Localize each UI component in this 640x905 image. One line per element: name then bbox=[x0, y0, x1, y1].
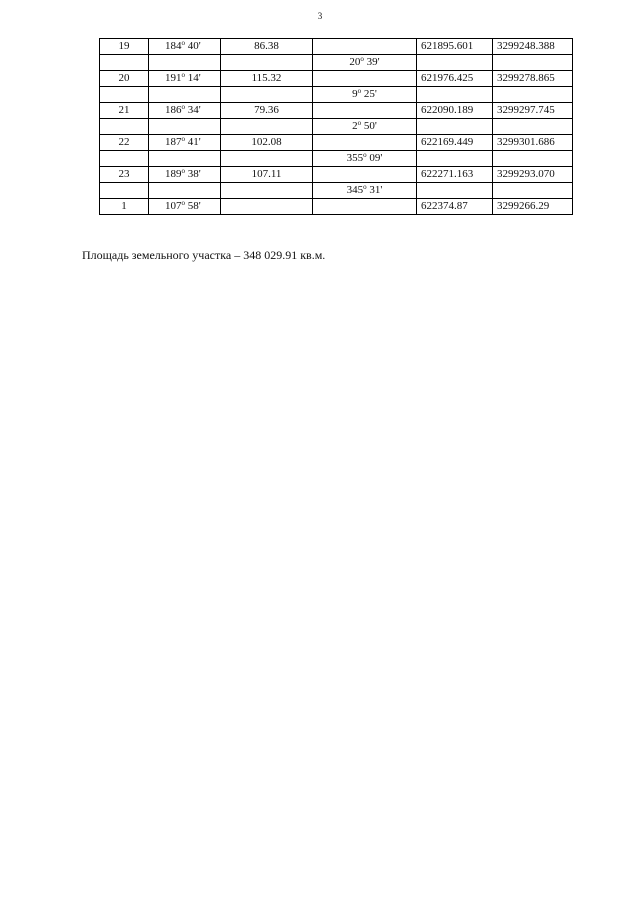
y-coordinate-cell: 3299297.745 bbox=[493, 103, 573, 119]
length-cell: 79.36 bbox=[221, 103, 313, 119]
azimuth-minutes: 50' bbox=[361, 120, 377, 132]
empty-cell bbox=[493, 87, 573, 103]
angle-cell bbox=[149, 103, 221, 119]
degree-mark: o bbox=[181, 167, 185, 175]
azimuth-cell bbox=[313, 119, 417, 135]
empty-cell bbox=[417, 87, 493, 103]
y-coordinate-cell: 3299248.388 bbox=[493, 39, 573, 55]
angle-cell bbox=[149, 135, 221, 151]
point-number-cell: 23 bbox=[100, 167, 149, 183]
table-row bbox=[100, 183, 573, 199]
angle-minutes: 41' bbox=[185, 136, 201, 148]
azimuth-degrees: 355 bbox=[346, 152, 364, 164]
y-coordinate-cell: 3299278.865 bbox=[493, 71, 573, 87]
degree-mark: o bbox=[181, 71, 185, 79]
length-cell: 107.11 bbox=[221, 167, 313, 183]
azimuth-minutes: 25' bbox=[361, 88, 377, 100]
angle-cell bbox=[149, 39, 221, 55]
empty-cell bbox=[221, 151, 313, 167]
y-coordinate-cell: 3299301.686 bbox=[493, 135, 573, 151]
degree-mark: o bbox=[181, 39, 185, 47]
coordinates-table-body bbox=[100, 39, 573, 215]
area-note: Площадь земельного участка – 348 029.91 кв.м. bbox=[82, 248, 326, 262]
empty-cell bbox=[221, 119, 313, 135]
azimuth-minutes: 31' bbox=[366, 184, 383, 196]
degree-mark: o bbox=[357, 87, 362, 95]
length-cell: 115.32 bbox=[221, 71, 313, 87]
azimuth-cell bbox=[313, 103, 417, 119]
azimuth-minutes: 09' bbox=[366, 152, 383, 164]
degree-mark: o bbox=[363, 183, 367, 191]
angle-cell bbox=[149, 167, 221, 183]
page-number: 3 bbox=[317, 11, 323, 21]
point-number-cell: 1 bbox=[100, 199, 149, 215]
angle-minutes: 34' bbox=[185, 104, 201, 116]
empty-cell bbox=[493, 151, 573, 167]
table-row bbox=[100, 39, 573, 55]
degree-mark: o bbox=[181, 199, 185, 207]
empty-cell bbox=[100, 183, 149, 199]
empty-cell bbox=[149, 183, 221, 199]
angle-degrees: 186 bbox=[165, 104, 182, 116]
azimuth-minutes: 39' bbox=[363, 56, 380, 68]
length-cell: 102.08 bbox=[221, 135, 313, 151]
point-number-cell: 20 bbox=[100, 71, 149, 87]
empty-cell bbox=[149, 119, 221, 135]
x-coordinate-cell: 622169.449 bbox=[417, 135, 493, 151]
point-number-cell: 19 bbox=[100, 39, 149, 55]
x-coordinate-cell: 622271.163 bbox=[417, 167, 493, 183]
empty-cell bbox=[493, 183, 573, 199]
x-coordinate-cell: 621895.601 bbox=[417, 39, 493, 55]
table-row bbox=[100, 151, 573, 167]
degree-mark: o bbox=[363, 151, 367, 159]
angle-minutes: 14' bbox=[185, 72, 201, 84]
azimuth-degrees: 20 bbox=[349, 56, 361, 68]
empty-cell bbox=[493, 119, 573, 135]
table-row bbox=[100, 87, 573, 103]
coordinates-table bbox=[99, 38, 573, 215]
table-row bbox=[100, 167, 573, 183]
angle-degrees: 187 bbox=[165, 136, 182, 148]
empty-cell bbox=[100, 55, 149, 71]
y-coordinate-cell: 3299266.29 bbox=[493, 199, 573, 215]
angle-minutes: 38' bbox=[185, 168, 201, 180]
table-row bbox=[100, 199, 573, 215]
angle-minutes: 58' bbox=[185, 200, 201, 212]
degree-mark: o bbox=[357, 119, 362, 127]
empty-cell bbox=[417, 119, 493, 135]
table-row bbox=[100, 103, 573, 119]
x-coordinate-cell: 622374.87 bbox=[417, 199, 493, 215]
table-row bbox=[100, 119, 573, 135]
empty-cell bbox=[417, 183, 493, 199]
empty-cell bbox=[417, 151, 493, 167]
azimuth-cell bbox=[313, 167, 417, 183]
empty-cell bbox=[149, 87, 221, 103]
table-row bbox=[100, 71, 573, 87]
azimuth-degrees: 9 bbox=[352, 88, 358, 100]
angle-degrees: 184 bbox=[165, 40, 182, 52]
length-cell: 86.38 bbox=[221, 39, 313, 55]
angle-degrees: 191 bbox=[165, 72, 182, 84]
table-row bbox=[100, 55, 573, 71]
azimuth-cell bbox=[313, 39, 417, 55]
angle-cell bbox=[149, 71, 221, 87]
empty-cell bbox=[221, 55, 313, 71]
angle-minutes: 40' bbox=[185, 40, 201, 52]
degree-mark: o bbox=[181, 135, 185, 143]
point-number-cell: 21 bbox=[100, 103, 149, 119]
azimuth-cell bbox=[313, 55, 417, 71]
empty-cell bbox=[221, 87, 313, 103]
point-number-cell: 22 bbox=[100, 135, 149, 151]
degree-mark: o bbox=[181, 103, 185, 111]
azimuth-cell bbox=[313, 87, 417, 103]
angle-cell bbox=[149, 199, 221, 215]
y-coordinate-cell: 3299293.070 bbox=[493, 167, 573, 183]
azimuth-cell bbox=[313, 151, 417, 167]
length-cell bbox=[221, 199, 313, 215]
empty-cell bbox=[100, 119, 149, 135]
empty-cell bbox=[149, 151, 221, 167]
empty-cell bbox=[100, 87, 149, 103]
x-coordinate-cell: 622090.189 bbox=[417, 103, 493, 119]
angle-degrees: 107 bbox=[165, 200, 182, 212]
azimuth-degrees: 345 bbox=[346, 184, 364, 196]
empty-cell bbox=[493, 55, 573, 71]
azimuth-cell bbox=[313, 135, 417, 151]
angle-degrees: 189 bbox=[165, 168, 182, 180]
azimuth-cell bbox=[313, 199, 417, 215]
azimuth-cell bbox=[313, 183, 417, 199]
empty-cell bbox=[417, 55, 493, 71]
empty-cell bbox=[221, 183, 313, 199]
empty-cell bbox=[149, 55, 221, 71]
azimuth-cell bbox=[313, 71, 417, 87]
degree-mark: o bbox=[360, 55, 364, 63]
x-coordinate-cell: 621976.425 bbox=[417, 71, 493, 87]
empty-cell bbox=[100, 151, 149, 167]
azimuth-degrees: 2 bbox=[352, 120, 358, 132]
table-row bbox=[100, 135, 573, 151]
